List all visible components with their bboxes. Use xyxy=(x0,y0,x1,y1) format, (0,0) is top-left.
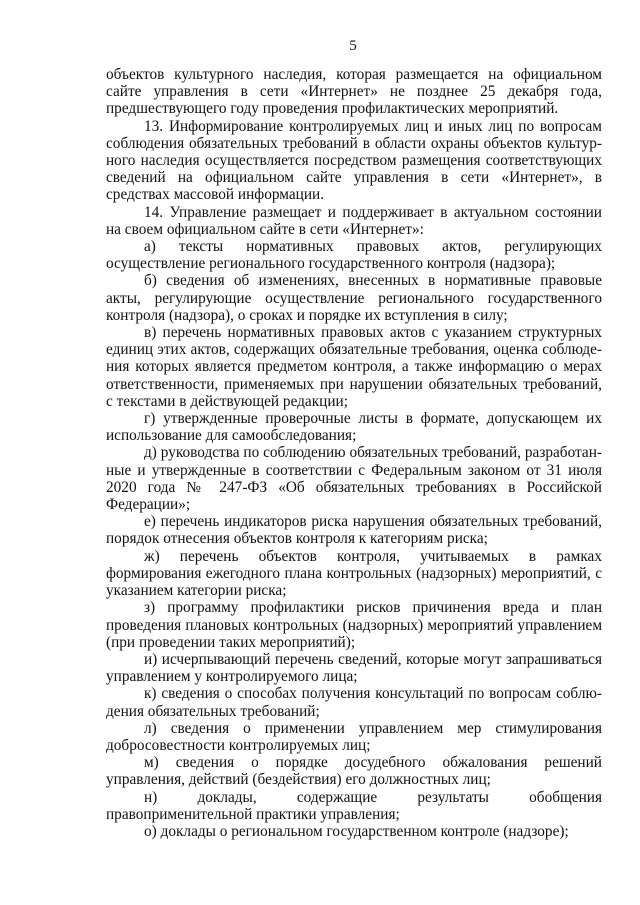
list-item-g: г) утвержденные проверочные листы в формате, допускающем их использование для самообследования; xyxy=(106,410,602,445)
list-item-e: е) перечень индикаторов риска нарушения обязательных требований, порядок отнесения объектов контроля к категориям риска; xyxy=(106,513,602,548)
document-body xyxy=(106,66,602,840)
list-item-m: м) сведения о порядке досудебного обжалования решений управления, действий (бездействия) его должностных лиц; xyxy=(106,754,602,789)
list-item-zh: ж) перечень объектов контроля, учитываемых в рамках формирования ежегодного плана контрольных (надзорных) мероприятий, с указанием категории риска; xyxy=(106,547,602,600)
list-item-l: л) сведения о применении управлением мер стимулирования добросовестности контролируемых лиц; xyxy=(106,719,602,754)
list-item-z: з) программу профилактики рисков причинения вреда и план проведения плановых контрольных (надзорных) мероприятий управлением (при проведении таких мероприятий); xyxy=(106,599,602,651)
list-item-k: к) сведения о способах получения консультаций по вопросам соблюдения обязательных требований; xyxy=(106,685,602,720)
list-item-o: о) доклады о региональном государственном контроле (надзоре); xyxy=(144,822,569,840)
paragraph-14: 14. Управление размещает и поддерживает в актуальном состоянии на своем официальном сайте в сети «Интернет»: xyxy=(106,203,602,238)
list-item-n: н) доклады, содержащие результаты обобщения правоприменительной практики управления; xyxy=(106,788,602,823)
paragraph-continuation: объектов культурного наследия, которая размещается на официальном сайте управления в сети «Интернет» не позднее 25 декабря года, предшествующего году проведения профилактических мероприятий. xyxy=(106,66,602,118)
list-item-v: в) перечень нормативных правовых актов с указанием структурных единиц этих актов, содержащих обязательные требования, оценка соблюдения которых является предметом контроля, а также информацию о мерах ответственности, применяемых при нарушении обязательных требований, с текстами в действующей редакции; xyxy=(106,324,602,410)
list-item-b: б) сведения об изменениях, внесенных в нормативные правовые акты, регулирующие осуществление регионального государственного контроля (надзора), о сроках и порядке их вступления в силу; xyxy=(106,272,602,324)
paragraph-13: 13. Информирование контролируемых лиц и иных лиц по вопросам соблюдения обязательных требований в области охраны объектов культурного наследия осуществляется посредством размещения соответствующих сведений на официальном сайте управления в сети «Интернет», в средствах массовой информации. xyxy=(106,117,602,204)
list-item-i: и) исчерпывающий перечень сведений, которые могут запрашиваться управлением у контролируемого лица; xyxy=(106,650,602,686)
list-item-d: д) руководства по соблюдению обязательных требований, разработанные и утвержденные в соответствии с Федеральным законом от 31 июля 2020 года № 247-ФЗ «Об обязательных требованиях в Российской Федерации»; xyxy=(106,444,602,514)
page-number: 5 xyxy=(349,38,357,54)
list-item-a: а) тексты нормативных правовых актов, регулирующих осуществление регионального государственного контроля (надзора); xyxy=(106,238,602,273)
